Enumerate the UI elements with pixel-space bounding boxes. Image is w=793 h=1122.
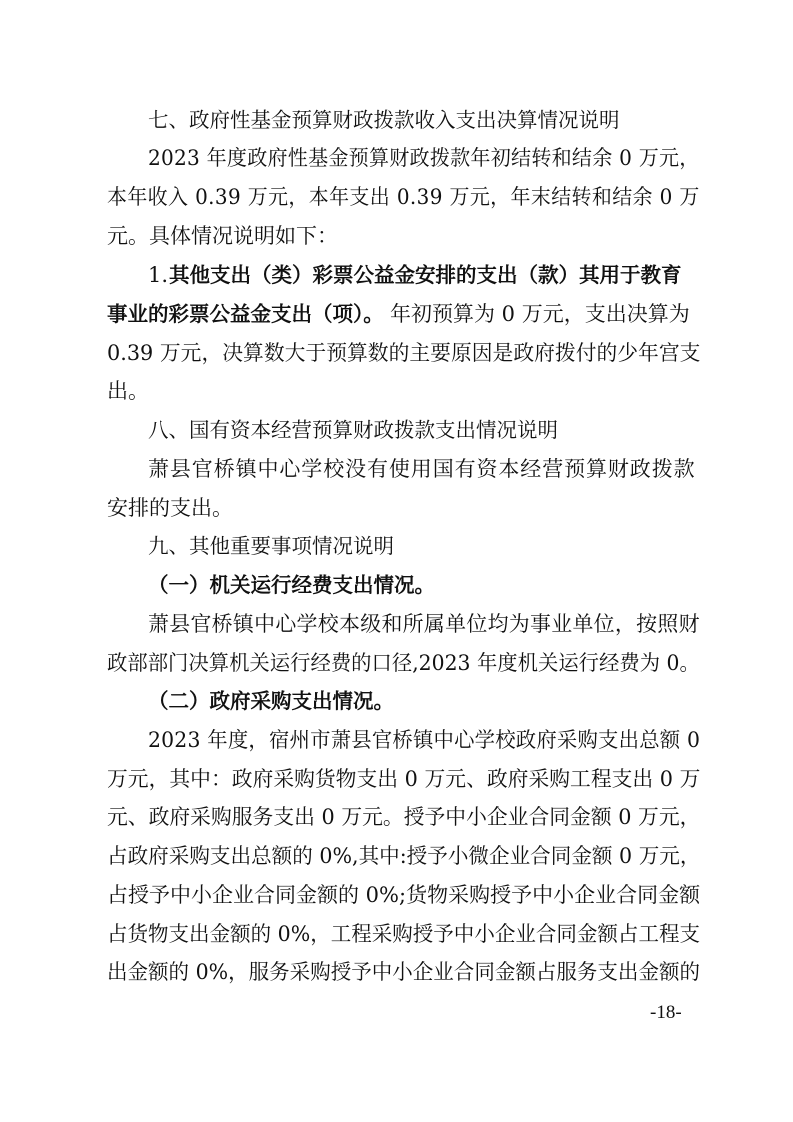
paragraph-line: 元、政府采购服务支出 0 万元。授予中小企业合同金额 0 万元， bbox=[107, 805, 701, 829]
paragraph-line: 2023 年度，宿州市萧县官桥镇中心学校政府采购支出总额 0 bbox=[148, 728, 701, 752]
paragraph-line: 本年收入 0.39 万元，本年支出 0.39 万元，年末结转和结余 0 万 bbox=[107, 185, 700, 209]
section-heading-9: 九、其他重要事项情况说明 bbox=[148, 534, 394, 558]
paragraph-line: 占货物支出金额的 0%，工程采购授予中小企业合同金额占工程支 bbox=[107, 922, 700, 946]
paragraph-line: 元。具体情况说明如下： bbox=[107, 224, 338, 248]
paragraph-line: 1. 其他支出（类）彩票公益金安排的支出（款）其用于教育 bbox=[148, 263, 682, 287]
paragraph-line: 出金额的 0%，服务采购授予中小企业合同金额占服务支出金额的 bbox=[107, 960, 700, 984]
paragraph-line: 2023 年度政府性基金预算财政拨款年初结转和结余 0 万元， bbox=[148, 146, 700, 170]
paragraph-line: 占授予中小企业合同金额的 0%;货物采购授予中小企业合同金额 bbox=[107, 883, 701, 907]
paragraph-line: 安排的支出。 bbox=[107, 496, 233, 520]
paragraph-line: 萧县官桥镇中心学校本级和所属单位均为事业单位，按照财 bbox=[148, 612, 700, 636]
subsection-heading-2: （二）政府采购支出情况。 bbox=[148, 689, 394, 713]
paragraph-line: 出。 bbox=[107, 379, 149, 403]
paragraph-line: 占政府采购支出总额的 0%,其中:授予小微企业合同金额 0 万元， bbox=[107, 844, 701, 868]
paragraph-line: 0.39 万元，决算数大于预算数的主要原因是政府拨付的少年宫支 bbox=[107, 341, 701, 365]
paragraph-line: 政部部门决算机关运行经费的口径,2023 年度机关运行经费为 0。 bbox=[107, 651, 700, 675]
section-heading-8: 八、国有资本经营预算财政拨款支出情况说明 bbox=[148, 418, 558, 442]
subsection-heading-1: （一）机关运行经费支出情况。 bbox=[148, 573, 435, 597]
section-heading-7: 七、政府性基金预算财政拨款收入支出决算情况说明 bbox=[148, 108, 620, 132]
page-number: -18- bbox=[650, 1002, 682, 1023]
paragraph-line: 万元，其中：政府采购货物支出 0 万元、政府采购工程支出 0 万 bbox=[107, 767, 701, 791]
paragraph-line: 事业的彩票公益金支出（项）。 年初预算为 0 万元，支出决算为 bbox=[107, 302, 690, 326]
paragraph-line: 萧县官桥镇中心学校没有使用国有资本经营预算财政拨款 bbox=[148, 457, 696, 481]
